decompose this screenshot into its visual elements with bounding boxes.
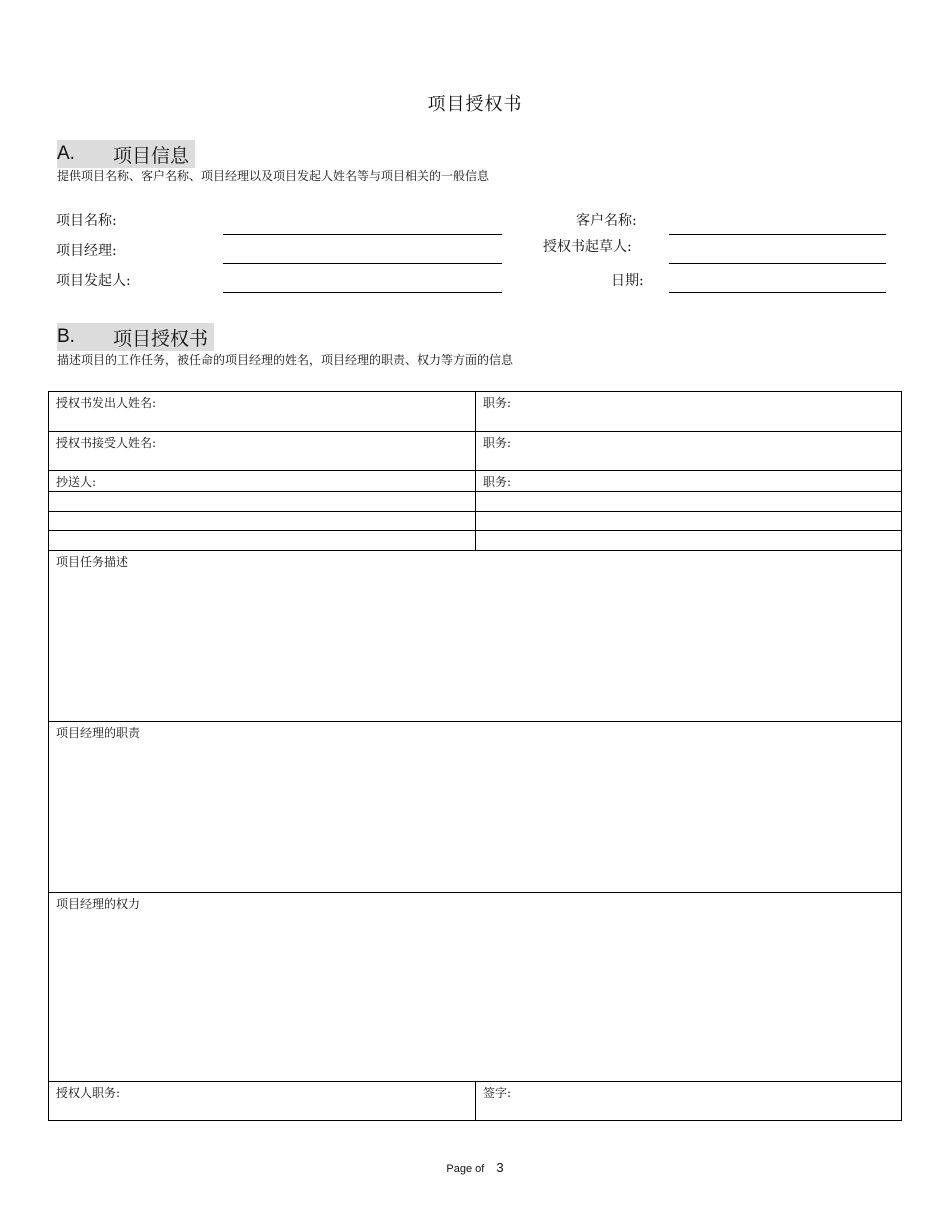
project-name-label: 项目名称: <box>56 213 117 229</box>
signature-cell[interactable]: 签字: <box>483 1086 512 1100</box>
table-row <box>49 1082 901 1120</box>
drafter-field[interactable] <box>669 263 886 264</box>
page-label: Page of <box>446 1163 485 1175</box>
table-row <box>49 432 901 471</box>
page-number: 3 <box>496 1160 504 1175</box>
drafter-label: 授权书起草人: <box>543 239 632 255</box>
page-footer <box>0 1160 950 1175</box>
cc-title-blank-cell[interactable] <box>476 492 901 511</box>
section-b-heading <box>57 323 214 351</box>
sponsor-field[interactable] <box>223 292 502 293</box>
section-b-title: 项目授权书 <box>113 327 209 350</box>
section-a-heading <box>57 140 195 168</box>
table-row <box>49 893 901 1082</box>
cc-title-blank-cell[interactable] <box>476 531 901 550</box>
pm-responsibilities-cell[interactable]: 项目经理的职责 <box>56 726 141 740</box>
table-row <box>49 471 901 492</box>
date-field[interactable] <box>669 292 886 293</box>
issuer-title-cell[interactable]: 职务: <box>483 396 512 410</box>
table-row <box>49 492 901 512</box>
cc-blank-cell[interactable] <box>49 531 476 550</box>
date-label: 日期: <box>611 273 644 289</box>
section-a-title: 项目信息 <box>113 144 190 167</box>
client-name-label: 客户名称: <box>576 213 637 229</box>
authorization-table <box>48 391 902 1121</box>
issuer-name-cell[interactable]: 授权书发出人姓名: <box>49 392 476 431</box>
table-row <box>49 722 901 893</box>
project-manager-field[interactable] <box>223 263 502 264</box>
section-a-description: 提供项目名称、客户名称、项目经理以及项目发起人姓名等与项目相关的一般信息 <box>57 169 490 183</box>
cc-blank-cell[interactable] <box>49 492 476 511</box>
table-row <box>49 392 901 432</box>
task-description-cell[interactable]: 项目任务描述 <box>56 555 129 569</box>
recipient-name-cell[interactable]: 授权书接受人姓名: <box>49 432 476 470</box>
recipient-title-cell[interactable]: 职务: <box>483 436 512 450</box>
section-a-letter: A. <box>57 143 75 164</box>
document-title: 项目授权书 <box>427 94 523 115</box>
client-name-field[interactable] <box>669 234 886 235</box>
table-row <box>49 531 901 551</box>
cc-blank-cell[interactable] <box>49 512 476 530</box>
cc-title-cell[interactable]: 职务: <box>483 475 512 489</box>
table-row <box>49 551 901 722</box>
project-manager-label: 项目经理: <box>56 243 117 259</box>
cc-cell[interactable]: 抄送人: <box>49 471 476 491</box>
section-b-description: 描述项目的工作任务，被任命的项目经理的姓名，项目经理的职责、权力等方面的信息 <box>57 353 514 367</box>
sponsor-label: 项目发起人: <box>56 273 131 289</box>
table-row <box>49 512 901 531</box>
project-name-field[interactable] <box>223 234 502 235</box>
section-b-letter: B. <box>57 326 75 347</box>
cc-title-blank-cell[interactable] <box>476 512 901 530</box>
pm-authority-cell[interactable]: 项目经理的权力 <box>56 897 141 911</box>
authorizer-title-cell[interactable]: 授权人职务: <box>49 1082 476 1120</box>
